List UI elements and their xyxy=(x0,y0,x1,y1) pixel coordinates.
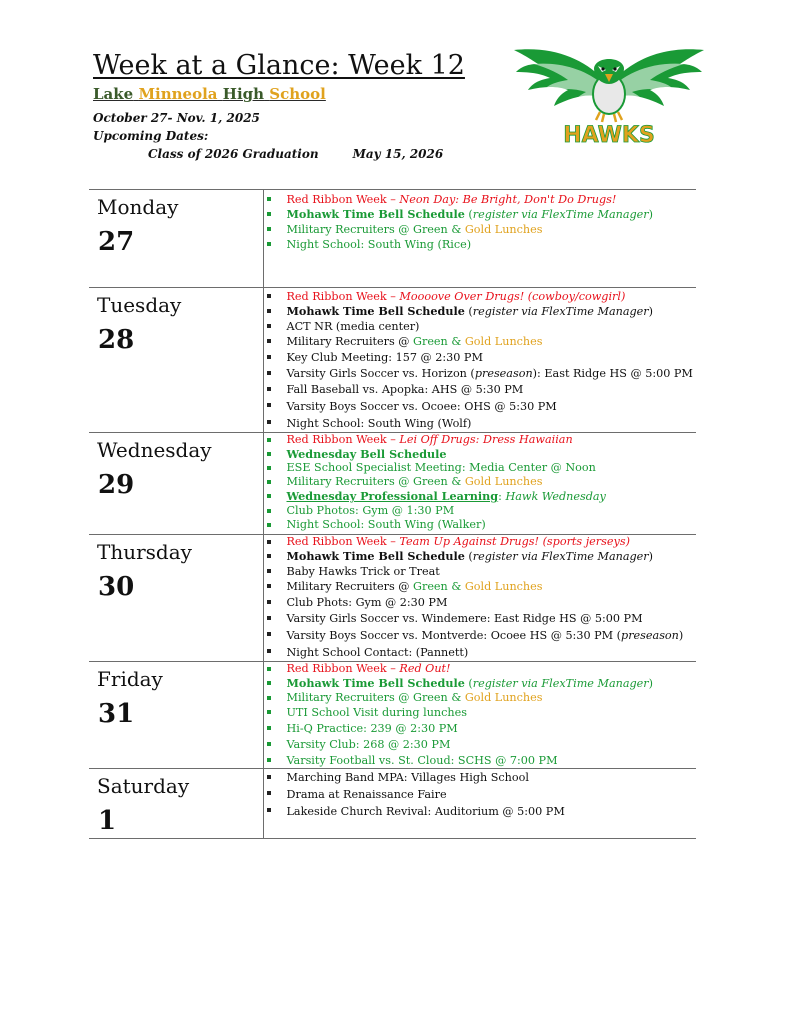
graduation-line xyxy=(148,145,465,163)
day-cell xyxy=(89,769,263,839)
hawk-mascot-icon xyxy=(514,49,704,122)
event-item: Varsity Boys Soccer vs. Montverde: Ocoee HS @ 5:30 PM (preseason) xyxy=(267,627,697,644)
event-item: Lakeside Church Revival: Auditorium @ 5:00 PM xyxy=(267,803,697,820)
day-name: Friday xyxy=(97,667,163,691)
event-list xyxy=(264,535,697,661)
day-name: Thursday xyxy=(97,540,192,564)
event-item: Wednesday Bell Schedule xyxy=(267,447,697,461)
event-item: Mohawk Time Bell Schedule (register via FlexTime Manager) xyxy=(267,676,697,691)
event-item: Mohawk Time Bell Schedule (register via FlexTime Manager) xyxy=(267,549,697,564)
day-number: 30 xyxy=(98,572,135,602)
day-number: 31 xyxy=(98,699,135,729)
event-item: ACT NR (media center) xyxy=(267,319,697,334)
school-name-word: School xyxy=(269,85,326,103)
date-range: October 27- Nov. 1, 2025 xyxy=(93,111,260,125)
event-item: Mohawk Time Bell Schedule (register via FlexTime Manager) xyxy=(267,207,697,222)
event-item: Varsity Girls Soccer vs. Horizon (preseason): East Ridge HS @ 5:00 PM xyxy=(267,366,697,382)
event-item: Baby Hawks Trick or Treat xyxy=(267,564,697,579)
school-name-word: Minneola xyxy=(138,85,218,103)
event-item: Military Recruiters @ Green & Gold Lunches xyxy=(267,334,697,350)
logo-text: HAWKS xyxy=(563,123,655,148)
day-cell xyxy=(89,433,263,535)
school-name xyxy=(93,85,465,104)
event-item: Drama at Renaissance Faire xyxy=(267,786,697,803)
event-item: Fall Baseball vs. Apopka: AHS @ 5:30 PM xyxy=(267,382,697,398)
events-cell xyxy=(263,535,696,662)
event-item: Varsity Football vs. St. Cloud: SCHS @ 7:00 PM xyxy=(267,753,697,768)
graduation-label: Class of 2026 Graduation xyxy=(148,147,319,161)
day-cell xyxy=(89,662,263,769)
events-cell xyxy=(263,769,696,839)
event-item: Varsity Girls Soccer vs. Windemere: East Ridge HS @ 5:00 PM xyxy=(267,611,697,627)
event-list xyxy=(264,662,697,768)
event-item: Red Ribbon Week – Team Up Against Drugs! (sports jerseys) xyxy=(267,535,697,549)
day-name: Monday xyxy=(97,195,179,219)
event-list xyxy=(264,289,697,432)
day-row-friday xyxy=(89,662,696,769)
event-item: UTI School Visit during lunches xyxy=(267,705,697,721)
event-item: Military Recruiters @ Green & Gold Lunches xyxy=(267,222,697,237)
event-item: Night School: South Wing (Wolf) xyxy=(267,415,697,432)
events-cell xyxy=(263,190,696,288)
day-number: 28 xyxy=(98,325,135,355)
event-item: Hi-Q Practice: 239 @ 2:30 PM xyxy=(267,721,697,737)
weekly-schedule-table xyxy=(89,189,696,839)
day-cell xyxy=(89,535,263,662)
day-number: 29 xyxy=(98,470,135,500)
event-item: Night School Contact: (Pannett) xyxy=(267,644,697,661)
day-row-saturday xyxy=(89,769,696,839)
event-item: Varsity Club: 268 @ 2:30 PM xyxy=(267,737,697,753)
event-item: Varsity Boys Soccer vs. Ocoee: OHS @ 5:30 PM xyxy=(267,398,697,415)
day-row-tuesday xyxy=(89,288,696,433)
events-cell xyxy=(263,662,696,769)
event-item: Military Recruiters @ Green & Gold Lunches xyxy=(267,579,697,595)
event-item: Mohawk Time Bell Schedule (register via FlexTime Manager) xyxy=(267,304,697,319)
event-list xyxy=(264,192,697,252)
day-row-thursday xyxy=(89,535,696,662)
event-item: Night School: South Wing (Rice) xyxy=(267,237,697,252)
day-cell xyxy=(89,190,263,288)
header xyxy=(93,50,465,163)
event-item: Red Ribbon Week – Neon Day: Be Bright, Don't Do Drugs! xyxy=(267,192,697,207)
graduation-date: May 15, 2026 xyxy=(352,147,444,161)
event-item: Night School: South Wing (Walker) xyxy=(267,518,697,532)
event-list xyxy=(264,770,697,820)
day-name: Tuesday xyxy=(97,293,182,317)
page-title: Week at a Glance: Week 12 xyxy=(93,50,465,81)
event-item: Red Ribbon Week – Moooove Over Drugs! (cowboy/cowgirl) xyxy=(267,289,697,304)
day-row-monday xyxy=(89,190,696,288)
day-number: 1 xyxy=(98,806,117,836)
event-item: Club Phots: Gym @ 2:30 PM xyxy=(267,595,697,611)
day-number: 27 xyxy=(98,227,135,257)
event-item: Military Recruiters @ Green & Gold Lunches xyxy=(267,691,697,705)
event-item: Red Ribbon Week – Red Out! xyxy=(267,662,697,676)
event-list xyxy=(264,433,697,532)
hawks-logo xyxy=(512,38,706,150)
event-item: ESE School Specialist Meeting: Media Center @ Noon xyxy=(267,461,697,475)
day-name: Saturday xyxy=(97,774,190,798)
event-item: Red Ribbon Week – Lei Off Drugs: Dress Hawaiian xyxy=(267,433,697,447)
event-item: Military Recruiters @ Green & Gold Lunches xyxy=(267,475,697,489)
events-cell xyxy=(263,433,696,535)
day-cell xyxy=(89,288,263,433)
upcoming-label: Upcoming Dates: xyxy=(93,129,209,143)
event-item: Wednesday Professional Learning: Hawk Wednesday xyxy=(267,489,697,504)
event-item: Club Photos: Gym @ 1:30 PM xyxy=(267,504,697,518)
event-item: Key Club Meeting: 157 @ 2:30 PM xyxy=(267,350,697,366)
day-name: Wednesday xyxy=(97,438,212,462)
school-name-word: Lake xyxy=(93,85,134,103)
day-row-wednesday xyxy=(89,433,696,535)
events-cell xyxy=(263,288,696,433)
school-name-word: High xyxy=(222,85,265,103)
event-item: Marching Band MPA: Villages High School xyxy=(267,770,697,786)
